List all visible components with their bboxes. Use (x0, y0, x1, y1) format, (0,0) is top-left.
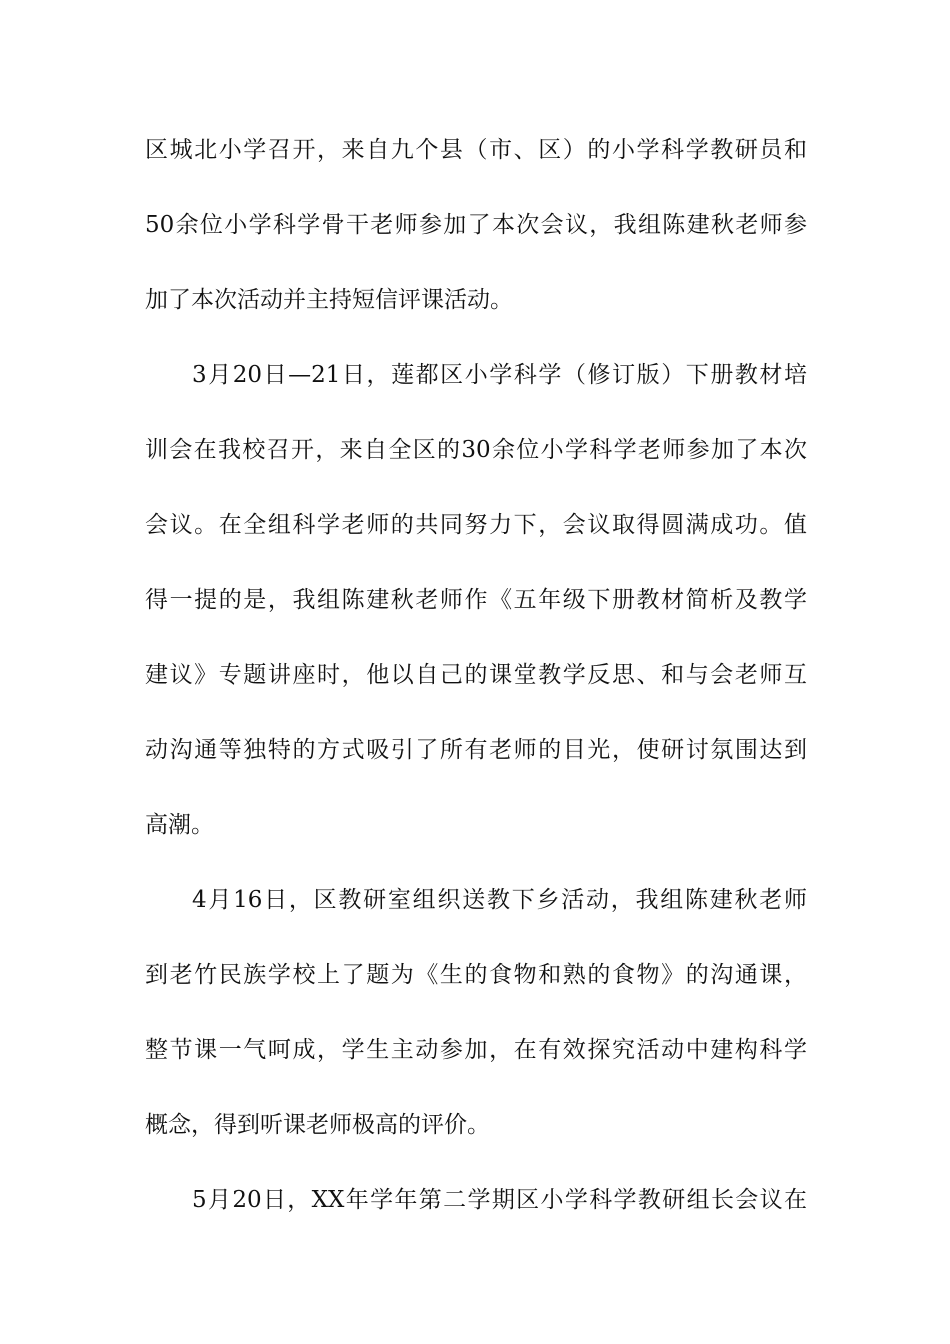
text-line: 到老竹民族学校上了题为《生的食物和熟的食物》的沟通课， (145, 962, 807, 988)
text-line: 高潮。 (145, 812, 214, 838)
text-line: 加了本次活动并主持短信评课活动。 (145, 287, 513, 313)
paragraph-first-line: 5月20日，XX年学年第二学期区小学科学教研组长会议在 (192, 1187, 807, 1213)
text-line: 建议》专题讲座时，他以自己的课堂教学反思、和与会老师互 (145, 662, 807, 688)
text-line: 会议。在全组科学老师的共同努力下，会议取得圆满成功。值 (145, 512, 807, 538)
text-line: 动沟通等独特的方式吸引了所有老师的目光，使研讨氛围达到 (145, 737, 807, 763)
text-line: 得一提的是，我组陈建秋老师作《五年级下册教材简析及教学 (145, 587, 807, 613)
text-line: 概念，得到听课老师极高的评价。 (145, 1112, 490, 1138)
text-line: 整节课一气呵成，学生主动参加，在有效探究活动中建构科学 (145, 1037, 807, 1063)
paragraph-first-line: 3月20日—21日，莲都区小学科学（修订版）下册教材培 (192, 362, 807, 388)
text-line: 训会在我校召开，来自全区的30余位小学科学老师参加了本次 (145, 437, 807, 463)
text-line: 区城北小学召开，来自九个县（市、区）的小学科学教研员和 (145, 137, 807, 163)
paragraph-first-line: 4月16日，区教研室组织送教下乡活动，我组陈建秋老师 (192, 887, 807, 913)
text-line: 50余位小学科学骨干老师参加了本次会议，我组陈建秋老师参 (145, 212, 807, 238)
